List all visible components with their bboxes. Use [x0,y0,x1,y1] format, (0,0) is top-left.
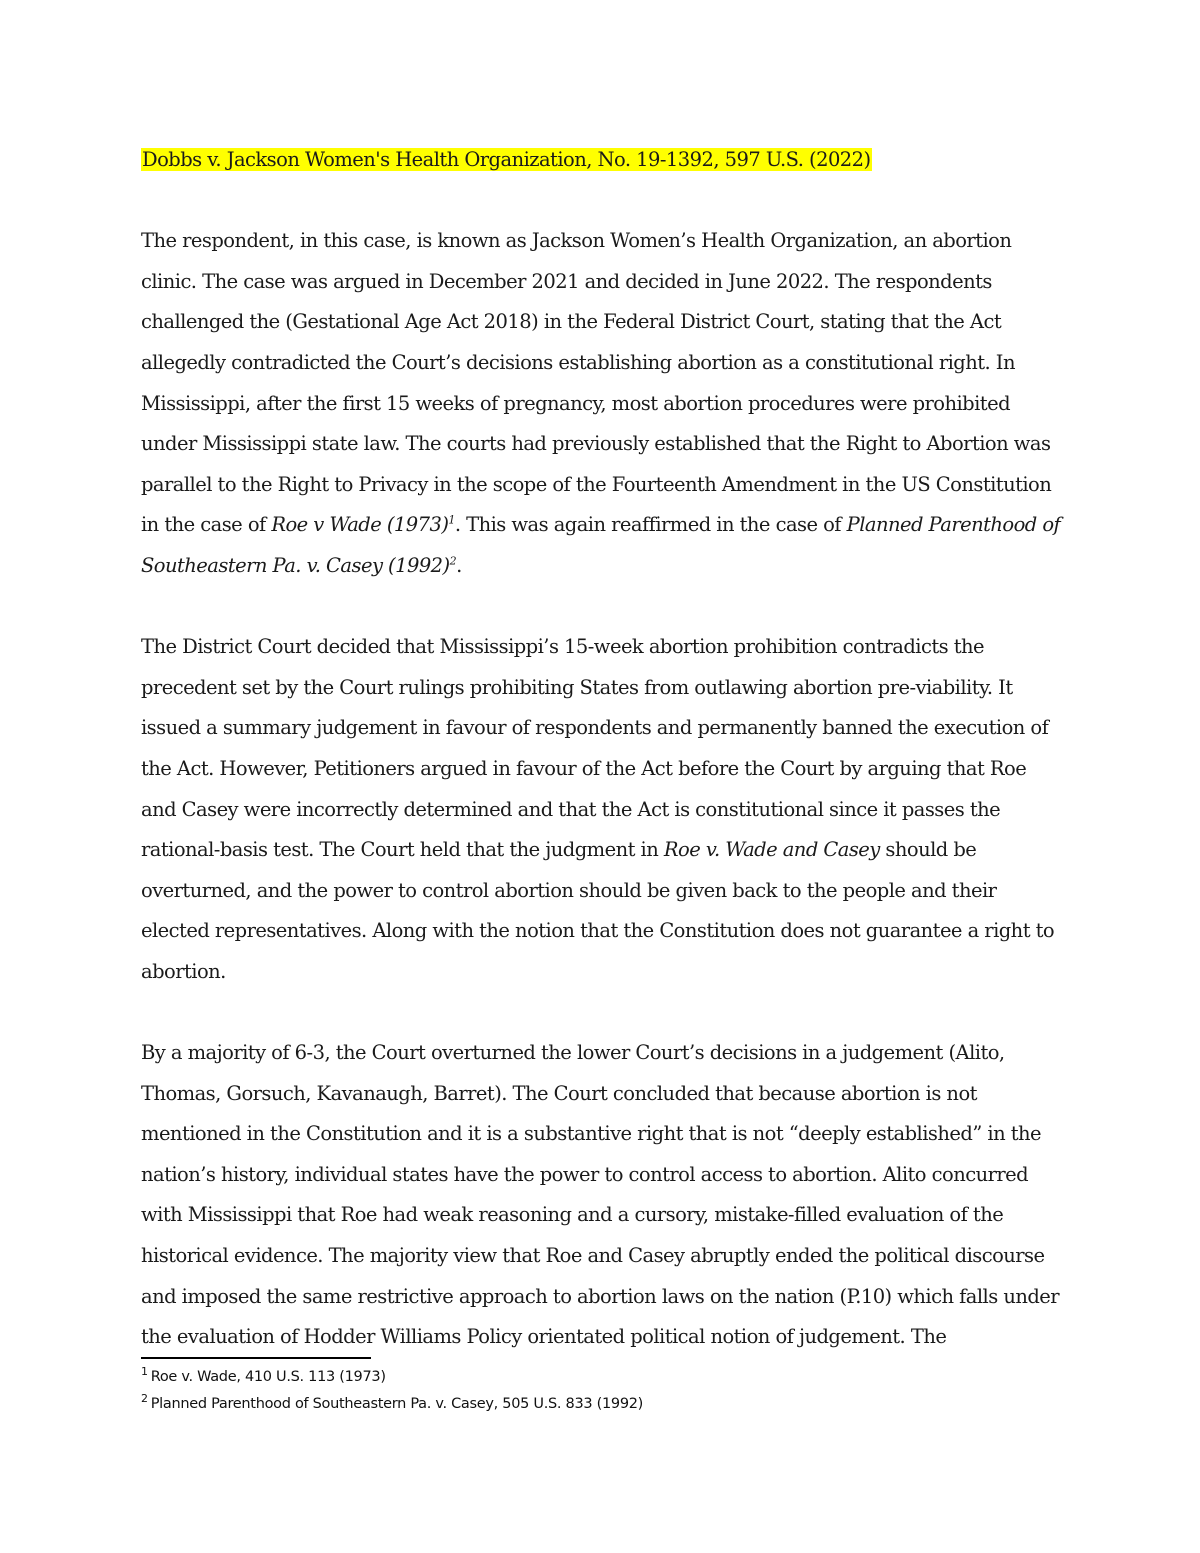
paragraph-1-text-a: The respondent, in this case, is known as Jackson Women’s Health Organization, an abortion clinic. The case was argued in December 2021 and decided in June 2022. The respondents challenged the (Gestational Age Act 2018) in the Federal District Court, stating that the Act allegedly contradicted the Court’s decisions establishing abortion as a constitutional right. In Mississippi, after the first 15 weeks of pregnancy, most abortion procedures were prohibited under Mississippi state law. The courts had previously established that the Right to Abortion was parallel to the Right to Privacy in the scope of the Fourteenth Amendment in the US Constitution in the case of [141,229,1052,537]
footnote-1-text: Roe v. Wade, 410 U.S. 113 (1973) [150,1369,386,1385]
paragraph-1-text-b: . This was again reaffirmed in the case of [454,513,847,537]
footnote-1 [141,1364,1041,1391]
case-citation-casey: Planned Parenthood of Southeastern Pa. v. Casey (1992) [141,513,1061,577]
paragraph-1-text-c: . [456,553,462,577]
footnote-reference-2[interactable]: 2 [449,554,457,568]
paragraph-2-text-a: The District Court decided that Mississippi’s 15-week abortion prohibition contradicts the precedent set by the Court rulings prohibiting States from outlawing abortion pre-viability. It issued a summary judgement in favour of respondents and permanently banned the execution of the Act. However, Petitioners argued in favour of the Act before the Court by arguing that Roe and Casey were incorrectly determined and that the Act is constitutional since it passes the rational-basis test. The Court held that the judgment in [141,635,1049,862]
footnotes-section [141,1364,1041,1418]
case-citation-roe: Roe v Wade (1973) [271,513,449,537]
footnote-2-number: 2 [141,1392,148,1406]
footnote-2 [141,1391,1041,1418]
footnote-2-text: Planned Parenthood of Southeastern Pa. v. Casey, 505 U.S. 833 (1992) [150,1396,644,1412]
paragraph-majority-holding: By a majority of 6-3, the Court overturned the lower Court’s decisions in a judgement (Alito, Thomas, Gorsuch, Kavanaugh, Barret). The Court concluded that because abortion is not mentioned in the Constitution and it is a substantive right that is not “deeply established” in the nation’s history, individual states have the power to control access to abortion. Alito concurred with Mississippi that Roe had weak reasoning and a cursory, mistake-filled evaluation of the historical evidence. The majority view that Roe and Casey abruptly ended the political discourse and imposed the same restrictive approach to abortion laws on the nation (P.10) which falls under the evaluation of Hodder Williams Policy orientated political notion of judgement. The [141,1041,1060,1349]
paragraph-background [141,221,1066,586]
footnote-separator [141,1357,371,1359]
document-body [141,140,1066,1398]
paragraph-district-court [141,627,1066,992]
case-title-line [141,140,1066,181]
case-citation-roe-casey: Roe v. Wade and Casey [663,838,880,862]
footnote-reference-1[interactable]: 1 [448,513,455,527]
case-title-highlighted: Dobbs v. Jackson Women's Health Organization, No. 19-1392, 597 U.S. (2022) [142,148,871,171]
footnote-1-number: 1 [141,1365,148,1379]
paragraph-2-text-b: should be overturned, and the power to control abortion should be given back to the people and their elected representatives. Along with the notion that the Constitution does not guarantee a right to abortion. [141,838,1055,983]
